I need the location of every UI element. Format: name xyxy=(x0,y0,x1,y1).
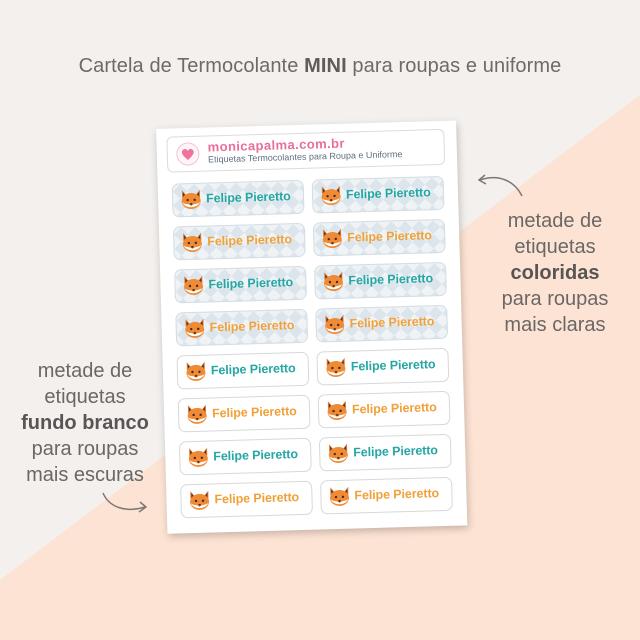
label-name-text: Felipe Pieretto xyxy=(354,486,440,503)
name-label xyxy=(314,262,447,300)
name-label xyxy=(313,219,446,257)
name-label xyxy=(312,176,445,214)
fox-icon xyxy=(320,269,347,296)
brand-tagline: Etiquetas Termocolantes para Roupa e Uniforme xyxy=(207,149,403,165)
label-sheet xyxy=(156,121,467,534)
brand-banner xyxy=(166,129,445,173)
right-note-line: mais claras xyxy=(504,314,606,336)
right-note-line: metade de xyxy=(507,210,603,232)
fox-icon xyxy=(184,402,211,429)
headline-text: Cartela de Termocolante xyxy=(78,55,305,77)
label-name-text: Felipe Pieretto xyxy=(207,232,293,249)
label-name-text: Felipe Pieretto xyxy=(214,490,300,507)
label-name-text: Felipe Pieretto xyxy=(213,447,299,464)
label-name-text: Felipe Pieretto xyxy=(345,185,431,202)
left-note-line: etiquetas xyxy=(44,386,126,408)
right-note-line: etiquetas xyxy=(514,236,596,258)
label-name-text: Felipe Pieretto xyxy=(348,271,434,288)
name-label xyxy=(180,481,313,519)
fox-icon xyxy=(323,355,350,382)
fox-icon xyxy=(178,187,205,214)
label-name-text: Felipe Pieretto xyxy=(205,189,291,206)
right-note-emphasis: coloridas xyxy=(510,262,600,284)
name-label xyxy=(316,348,449,386)
label-name-text: Felipe Pieretto xyxy=(351,400,437,417)
left-note-line: para roupas xyxy=(31,438,139,460)
name-label xyxy=(320,477,453,515)
label-name-text: Felipe Pieretto xyxy=(209,318,295,335)
fox-icon xyxy=(180,273,207,300)
name-label xyxy=(173,223,306,261)
left-note-line: mais escuras xyxy=(26,464,144,486)
fox-icon xyxy=(183,359,210,386)
name-label xyxy=(176,352,309,390)
name-label xyxy=(178,395,311,433)
fox-icon xyxy=(319,226,346,253)
name-label xyxy=(179,438,312,476)
name-label xyxy=(319,434,452,472)
headline-text-end: para roupas e uniforme xyxy=(346,55,562,77)
fox-icon xyxy=(181,316,208,343)
headline-bold-text: MINI xyxy=(304,55,347,77)
label-name-text: Felipe Pieretto xyxy=(210,361,296,378)
fox-icon xyxy=(325,441,352,468)
fox-icon xyxy=(179,230,206,257)
fox-icon xyxy=(321,312,348,339)
right-note-line: para roupas xyxy=(501,288,609,310)
label-name-text: Felipe Pieretto xyxy=(350,357,436,374)
fox-icon xyxy=(326,484,353,511)
left-note-line: metade de xyxy=(37,360,133,382)
name-label xyxy=(315,305,448,343)
name-label xyxy=(318,391,451,429)
left-note-emphasis: fundo branco xyxy=(21,412,149,434)
label-name-text: Felipe Pieretto xyxy=(347,228,433,245)
name-label xyxy=(175,309,308,347)
label-name-text: Felipe Pieretto xyxy=(208,275,294,292)
brand-name: monicapalma.com.br xyxy=(207,135,346,155)
fox-icon xyxy=(318,183,345,210)
label-name-text: Felipe Pieretto xyxy=(211,404,297,421)
fox-icon xyxy=(186,487,213,514)
name-label xyxy=(174,266,307,304)
label-name-text: Felipe Pieretto xyxy=(349,314,435,331)
label-name-text: Felipe Pieretto xyxy=(353,443,439,460)
name-label xyxy=(172,180,305,218)
fox-icon xyxy=(185,445,212,472)
heart-logo-icon xyxy=(176,142,201,167)
fox-icon xyxy=(324,398,351,425)
